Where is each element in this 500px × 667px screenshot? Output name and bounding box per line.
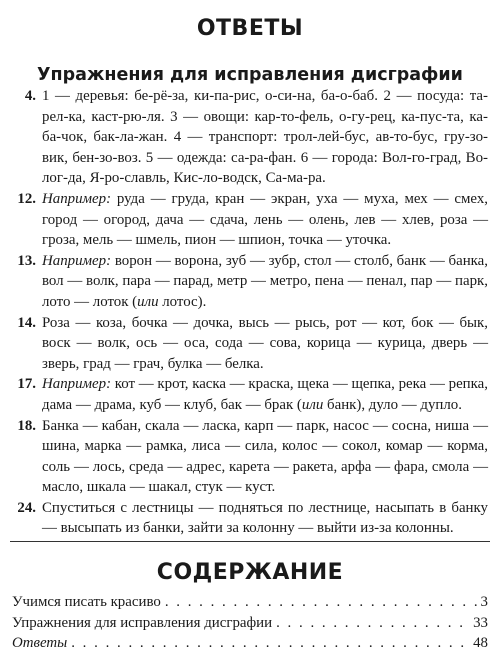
toc-page-number: 48 (473, 635, 488, 651)
toc-entry[interactable] (12, 613, 488, 634)
answer-item (12, 498, 488, 539)
answer-item (12, 374, 488, 415)
answer-number: 13. (17, 252, 36, 269)
section-title: Упражнения для исправления дисграфии (37, 64, 463, 85)
contents-title: СОДЕРЖАНИЕ (156, 560, 344, 585)
answer-number: 24. (17, 499, 36, 516)
toc-leader-dots (165, 592, 477, 613)
answer-number: 4. (24, 88, 36, 104)
answers-list (12, 86, 488, 539)
answer-item (12, 251, 488, 313)
section-divider (10, 541, 490, 542)
page-title: ОТВЕТЫ (196, 16, 304, 41)
answer-text: Спуститься с лестницы — подняться по лестнице, насыпать в банку — высыпать из банки, зайти за колонну — выйти из-за колонны. (42, 499, 488, 537)
toc-page-number: 33 (473, 614, 488, 631)
toc-entry[interactable] (12, 633, 488, 654)
answer-item (12, 189, 488, 251)
answer-item (12, 313, 488, 375)
answer-text: Например: руда — груда, кран — экран, уха — муха, мех — смех, город — огород, дача — сдача, лень — олень, лев — хлев, роза — гроза, мель — шмель, пион — шпион, точка — уточка. (42, 190, 488, 249)
answer-text: Например: кот — крот, каска — краска, щека — щепка, река — репка, дама — драма, куб — клуб, бак — брак (или банк), дуло — дупло. (42, 376, 488, 413)
answer-number: 12. (17, 190, 36, 207)
answer-text: Банка — кабан, скала — ласка, карп — парк, насос — сосна, ниша — шина, марка — рамка, лиса — сила, колос — сокол, комар — корма, соль — лось, среда — адрес, карета — ракета, арфа — фара, смола — масло, шкала — шакал, стук — куст. (42, 417, 488, 496)
toc-leader-dots (71, 633, 469, 654)
answer-number: 17. (17, 376, 36, 393)
toc-leader-dots (276, 613, 469, 634)
toc-entry-label: Упражнения для исправления дисграфии (12, 614, 273, 631)
answer-text: Например: ворон — ворона, зуб — зубр, стол — столб, банк — банка, вол — волк, пара — парад, метр — метро, пена — пенал, пар — парк, лото — лоток (или лотос). (42, 252, 488, 310)
toc-entry-label: Ответы (12, 635, 68, 651)
toc-entry[interactable] (12, 592, 488, 613)
toc-page-number: 3 (480, 594, 488, 610)
answer-number: 18. (17, 417, 36, 434)
answer-text: Роза — коза, бочка — дочка, высь — рысь, рот — кот, бок — бык, воск — волк, ось — оса, сода — сова, корица — курица, дверь — зверь, град — грач, булка — белка. (42, 314, 488, 372)
answer-number: 14. (17, 314, 36, 331)
answer-item (12, 86, 488, 189)
answer-item (12, 416, 488, 498)
answer-text: 1 — деревья: бе-рё-за, ки-па-рис, о-си-на, ба-о-баб. 2 — посуда: та-рел-ка, каст-рю-ля. 3 — овощи: кар-то-фель, о-гу-рец, ка-пус-та, ка-ба-чок, бак-ла-жан. 4 — транспорт: трол-лей-бус, ав-то-бус, гру-зо-вик, бен-зо-воз. 5 — одежда: са-ра-фан. 6 — города: Вол-го-град, Во-лог-да, Я-ро-славль, Кис-ло-водск, Са-ма-ра. (42, 88, 488, 187)
table-of-contents (12, 592, 488, 654)
toc-entry-label: Учимся писать красиво (12, 594, 161, 610)
